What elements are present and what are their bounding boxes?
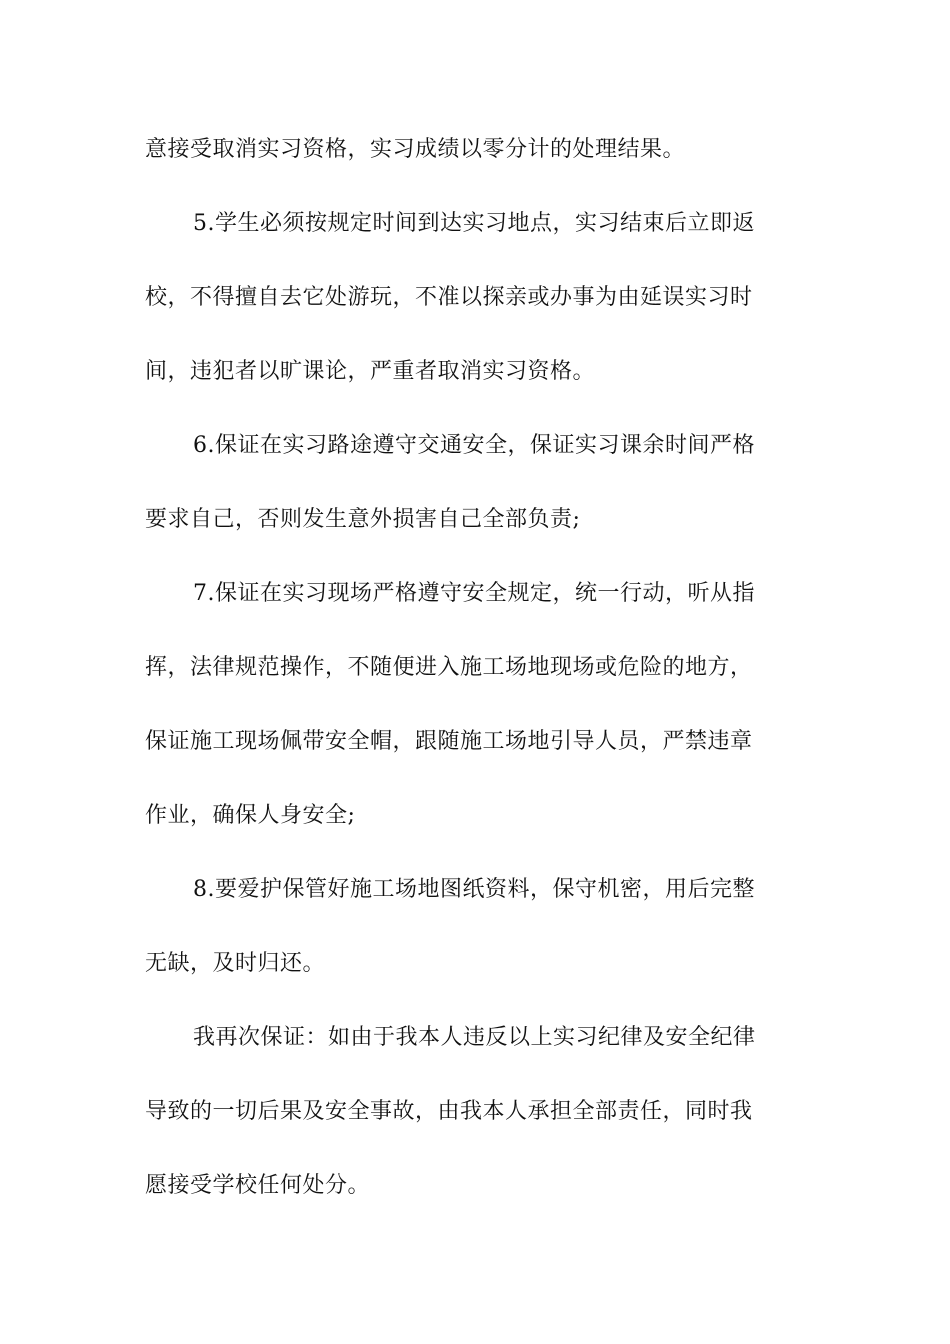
text-line: 8.要爱护保管好施工场地图纸资料，保守机密，用后完整 <box>193 877 755 902</box>
text-line: 愿接受学校任何处分。 <box>145 1173 371 1198</box>
text-line: 无缺，及时归还。 <box>145 951 326 976</box>
text-line: 意接受取消实习资格，实习成绩以零分计的处理结果。 <box>145 137 686 162</box>
text-line: 挥，法律规范操作，不随便进入施工场地现场或危险的地方， <box>145 655 753 680</box>
text-line: 6.保证在实习路途遵守交通安全，保证实习课余时间严格 <box>193 433 755 458</box>
text-line: 导致的一切后果及安全事故，由我本人承担全部责任，同时我 <box>145 1099 753 1124</box>
text-line: 7.保证在实习现场严格遵守安全规定，统一行动，听从指 <box>193 581 755 606</box>
text-line: 校，不得擅自去它处游玩，不准以探亲或办事为由延误实习时 <box>145 285 753 310</box>
text-line: 要求自己，否则发生意外损害自己全部负责; <box>145 507 581 532</box>
text-line: 间，违犯者以旷课论，严重者取消实习资格。 <box>145 359 596 384</box>
text-line: 5.学生必须按规定时间到达实习地点，实习结束后立即返 <box>193 211 755 236</box>
text-line: 保证施工现场佩带安全帽，跟随施工场地引导人员，严禁违章 <box>145 729 753 754</box>
text-line: 我再次保证：如由于我本人违反以上实习纪律及安全纪律 <box>193 1025 756 1050</box>
text-line: 作业，确保人身安全; <box>145 803 356 828</box>
